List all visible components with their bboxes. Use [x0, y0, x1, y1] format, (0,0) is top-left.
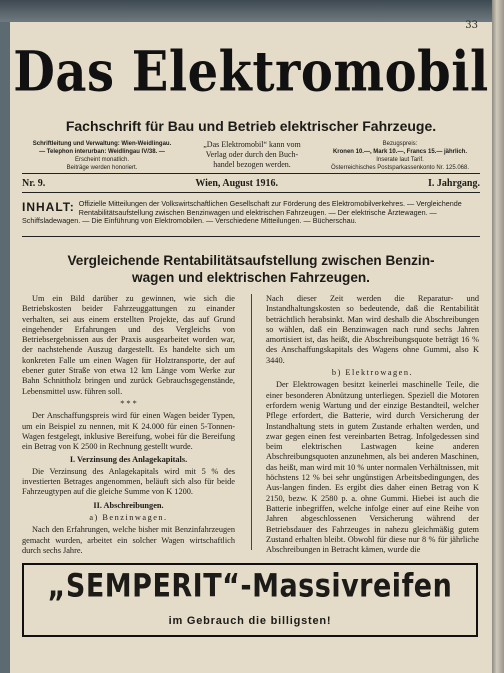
ad-tagline: im Gebrauch die billigsten! [168, 615, 332, 627]
section-heading: II. Abschreibungen. [93, 500, 164, 510]
column-divider [251, 294, 252, 550]
page-number: 33 [465, 20, 478, 31]
masthead-subtitle: Fachschrift für Bau und Betrieb elektrischer Fahrzeuge. [65, 118, 437, 134]
publisher-info-line: — Telephon interurban: Weidlingau IV/38. — [39, 149, 165, 155]
article-title-line: Vergleichende Rentabilitätsaufstellung zwischen Benzin- [67, 253, 435, 268]
ad-headline: „SEMPERIT“-Massivreifen [47, 567, 453, 606]
paragraph: Nach den Erfahrungen, welche bisher mit Benzinfahrzeugen gemacht wurden, arbeitet ein solcher Wagen wirtschaftlich durch sechs Jahre. [22, 525, 235, 555]
issue-volume: I. Jahrgang. [428, 178, 480, 189]
issue-line [22, 178, 480, 189]
journal-page [10, 22, 492, 673]
subsection-heading: b) Elektrowagen. [331, 368, 414, 378]
subscription-info-line: Bezugspreis: [382, 141, 418, 147]
table-of-contents [22, 200, 480, 226]
issue-number: Nr. 9. [22, 178, 46, 189]
section-stars: * * * [120, 398, 137, 408]
masthead-title: Das Elektromobil [13, 39, 489, 105]
paragraph: Nach dieser Zeit werden die Reparatur- und Instandhaltungskosten so bedeutende, daß die Rentabilität beträchtlich herabsinkt. Man wird deshalb die Abschreibungen so wählen, daß ein Benzinwagen nach rund sechs Jahren amortisiert ist, das heißt, die Abschreibungsquote beträgt 16 % des Anschaffungskapitals des Wagens ohne Gummi, also K 3440. [266, 294, 479, 365]
article-title-line: wagen und elektrischen Fahrzeugen. [132, 270, 370, 285]
paragraph: Der Elektrowagen besitzt keinerlei maschinelle Teile, die einer besonderen Abnützung unterliegen. Speziell die Motoren erfordern wenig Wartung und der einzige Bestandteil, welcher Pflege erfordert, die Batterie, wird durch Versicherung der Instandhaltung stets in gutem Zustande erhalten werden, und zwar gegen einen fest vereinbarten Betrag. Infolgedessen sind beim elektrischen Lastwagen keine anderen Abschreibungsquoten anzunehmen, als bei anderen Maschinen, das heißt, man wird mit 10 % unter normalen Verhältnissen, mit höchstens 12 % bei sehr ungünstigen Arbeitsbedingungen, des Aus-langen finden. Es ergibt dies daher einen Betrag von K 2150, bezw. K 2580 p. a. ohne Gummi. Hiebei ist auch die Batterie inbegriffen, welche infolge einer auf eine Reihe von Jahren abgeschlossenen Versicherung während der Betriebsdauer des Fahrzeuges in nahezu gleichmäßig gutem Zustand erhalten bleibt. Obwohl für diese nur 8 % für jährliche Abschreibungen in Betracht kämen, wurde die [266, 380, 479, 555]
publisher-info-line: Erscheint monatlich. [74, 157, 130, 163]
article-column-right [266, 294, 479, 555]
publisher-info-line: Schriftleitung und Verwaltung: Wien-Weidlingau. [32, 141, 172, 147]
article-title [40, 252, 462, 286]
scan-binding-edge [492, 0, 504, 673]
subscription-info-line: Österreichisches Postsparkassenkonto Nr. 125.068. [330, 165, 470, 171]
contents-text: Offizielle Mitteilungen der Volkswirtschaftlichen Gesellschaft zur Förderung des Elektromobilverkehres. — Vergleichende Rentabilitätsaufstellung zwischen Benzinwagen und elektrischen Fahrzeugen. — Der elektrische Ärztewagen. — Schiffsladewagen. — Die Einführung von Elektromobilen. — Verschiedene Mitteilungen. — Bücherschau. [22, 199, 462, 226]
page-bottom-margin [10, 642, 492, 673]
contents-rule [22, 236, 480, 237]
issue-date: Wien, August 1916. [195, 178, 278, 189]
distribution-info-line: handel bezogen werden. [213, 160, 291, 169]
subscription-info [320, 140, 480, 172]
distribution-info [184, 140, 320, 170]
subscription-info-line: Kronen 10.—, Mark 10.—, Francs 15.— jährlich. [332, 149, 468, 155]
paragraph: Die Verzinsung des Anlagekapitals wird mit 5 % des investierten Betrages angenommen, beläuft sich also für beide Fahrzeugtypen auf die gleiche Summe von K 1200. [22, 466, 235, 497]
contents-label: INHALT: [22, 200, 75, 214]
subsection-heading: a) Benzinwagen. [89, 512, 168, 522]
distribution-info-line: Verlag oder durch den Buch- [205, 150, 299, 159]
subscription-info-line: Inserate laut Tarif. [376, 157, 424, 163]
section-heading: I. Verzinsung des Anlagekapitals. [69, 455, 188, 465]
paragraph: Um ein Bild darüber zu gewinnen, wie sich die Betriebskosten beider Fahrzeuggattungen zu einander verhalten, sei aus einem erstellten Projekte, das auf Grund eingehender Erfahrungen und des Vergleichs von Betriebsergebnissen aus der Praxis ausgearbeitet worden war, der nachstehende Auszug dargestellt. Es handelte sich um konkreten Falle um einen Wagen für Holztransporte, der auf ebener guter Straße von etwa 12 km Länge vom Werke zur Bahn Schnittholz bringen und zurück Gebrauchsgegenstände, Lebensmittel usw. führen soll. [22, 294, 235, 396]
header-rule-bottom [22, 192, 480, 193]
paragraph: Der Anschaffungspreis wird für einen Wagen beider Typen, um ein Beispiel zu nennen, mit K 24.000 für einen 5-Tonnen-Wagen festgelegt, inklusive Bereifung, wobei für die Bereifung ein Betrag von K 2500 in Rechnung gestellt wurde. [22, 411, 235, 452]
advertisement [22, 563, 478, 637]
publisher-info-line: Beiträge werden honoriert. [66, 165, 138, 171]
distribution-info-line: „Das Elektromobil“ kann vom [203, 140, 301, 149]
scan-top-edge [0, 0, 504, 22]
article-column-left [22, 294, 235, 556]
header-rule-top [22, 173, 480, 174]
publisher-info [22, 140, 182, 172]
